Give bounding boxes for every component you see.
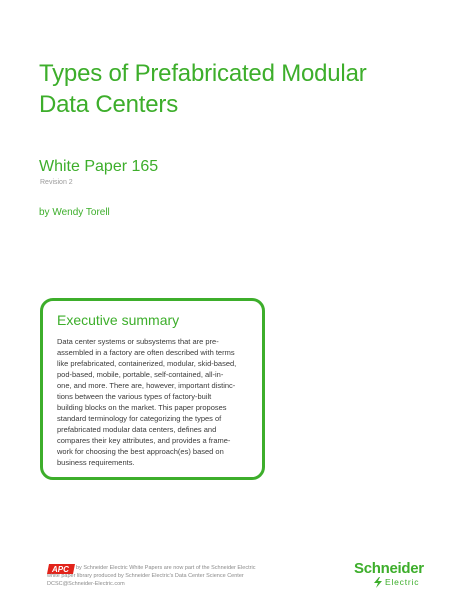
summary-line: assembled in a factory are often described with terms [57, 348, 235, 357]
document-title-line-2: Data Centers [39, 91, 178, 118]
revision-label: Revision 2 [40, 179, 73, 186]
summary-line: work for choosing the best approach(es) based on [57, 447, 224, 456]
document-title-line-1: Types of Prefabricated Modular [39, 60, 367, 87]
document-title [39, 58, 439, 120]
schneider-wordmark: Schneider [354, 560, 424, 577]
summary-line: one, and more. There are, however, important distinc- [57, 381, 236, 390]
schneider-electric-logo [354, 560, 438, 590]
summary-line: Data center systems or subsystems that are pre- [57, 337, 219, 346]
summary-line: pod-based, mobile, portable, self-contained, all-in- [57, 370, 224, 379]
electric-wordmark: Electric [385, 577, 420, 587]
executive-summary-box [40, 298, 265, 480]
summary-line: like prefabricated, containerized, modular, skid-based, [57, 359, 237, 368]
footer-email-link[interactable]: DCSC@Schneider-Electric.com [47, 581, 125, 587]
summary-line: standard terminology for categorizing the types of [57, 414, 222, 423]
apc-logo-text: APC [52, 565, 69, 574]
summary-line: prefabricated modular data centers, defines and [57, 425, 217, 434]
summary-line: tions between the various types of factory-built [57, 392, 212, 401]
footer-note [47, 564, 347, 588]
author-byline: by Wendy Torell [39, 207, 110, 218]
electric-bolt-icon [372, 577, 384, 588]
footer-line: by Schneider Electric White Papers are now part of the Schneider Electric [76, 565, 256, 571]
footer-line: white paper library produced by Schneider Electric's Data Center Science Center [47, 573, 244, 579]
summary-line: building blocks on the market. This paper proposes [57, 403, 227, 412]
white-paper-number: White Paper 165 [39, 158, 159, 175]
summary-line: business requirements. [57, 458, 135, 467]
executive-summary-text [57, 336, 262, 468]
executive-summary-heading: Executive summary [57, 312, 180, 328]
summary-line: compares their key attributes, and provides a frame- [57, 436, 231, 445]
